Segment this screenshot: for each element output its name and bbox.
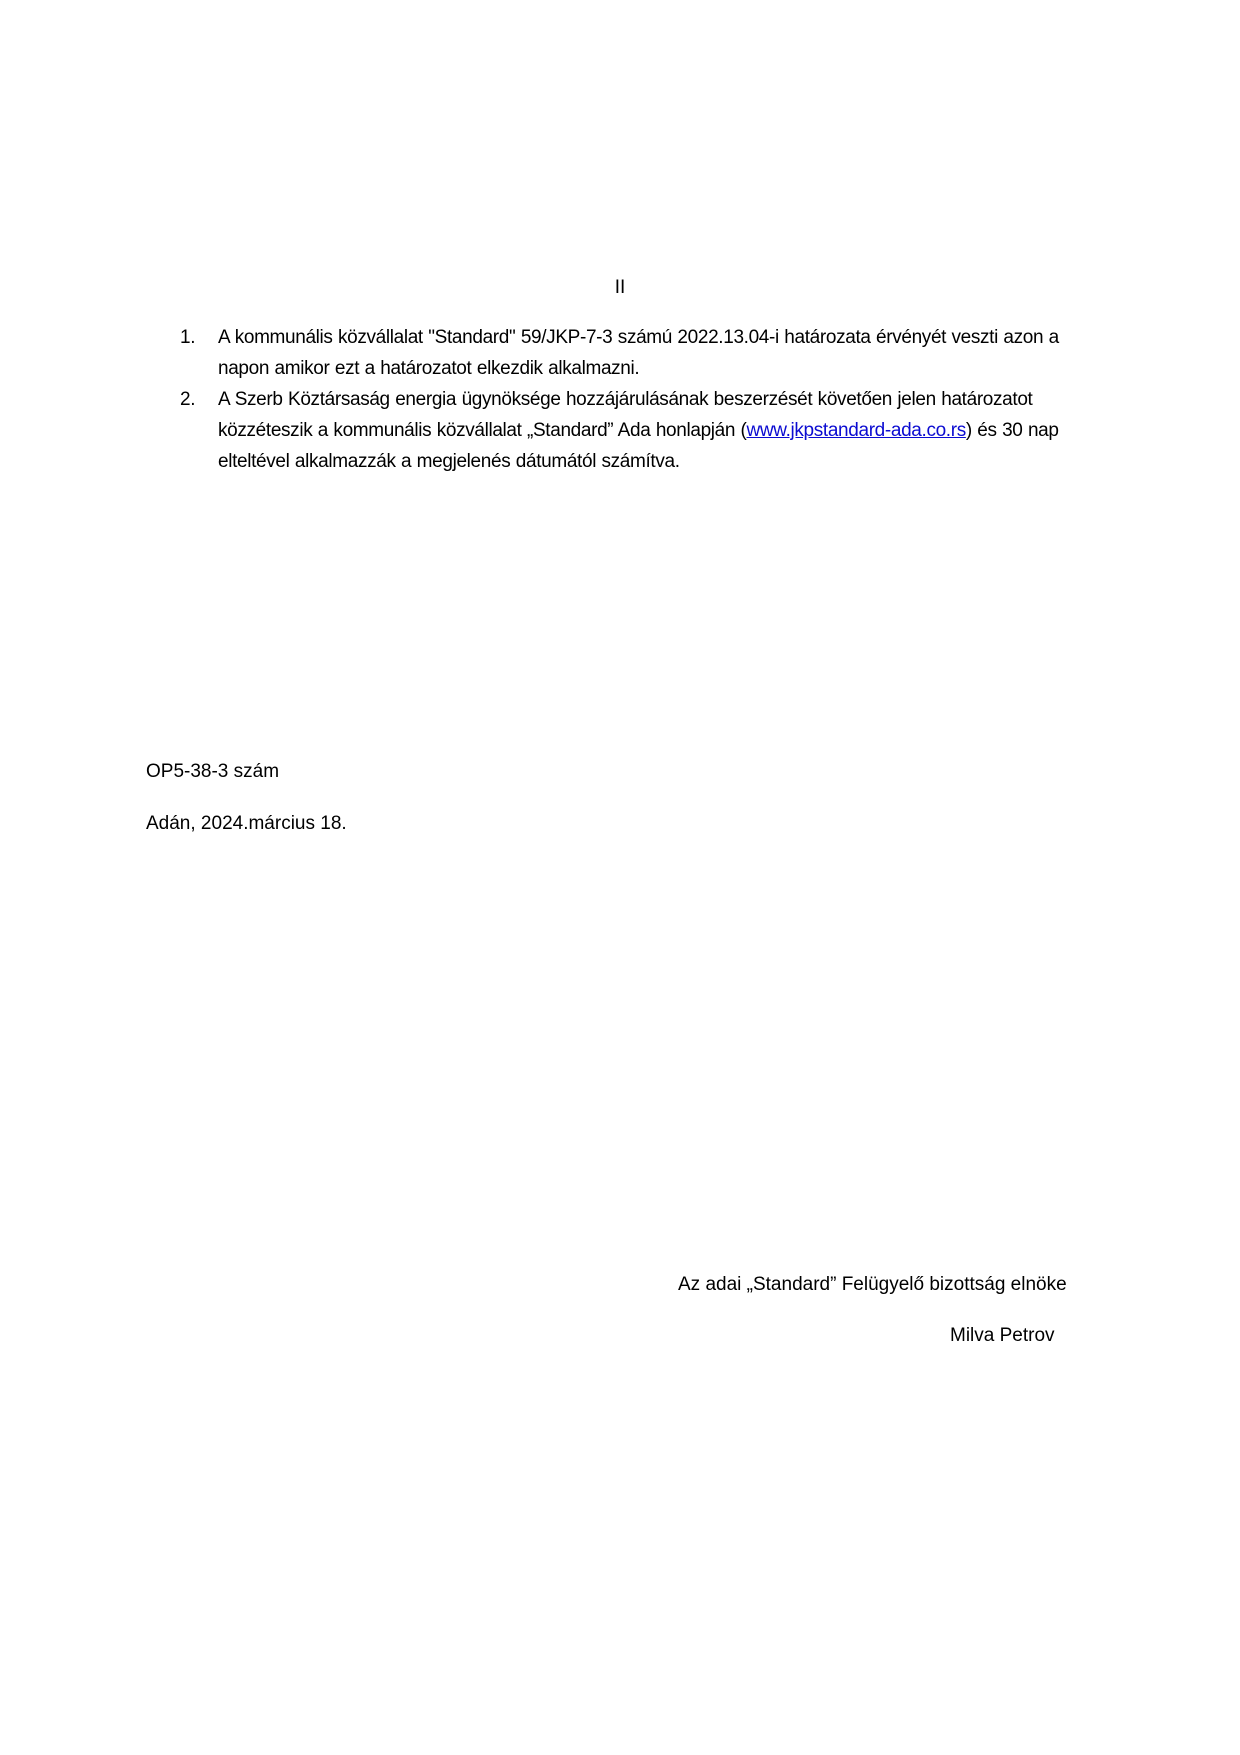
list-item-number: 1. [180, 327, 196, 348]
list-item-text-after-link: ) és 30 nap elteltével alkalmazzák a megjelenés dátumától számítva. [218, 420, 1059, 472]
reference-number: OP5-38-3 szám [146, 761, 280, 782]
signature-title: Az adai „Standard” Felügyelő bizottság elnöke [678, 1274, 1067, 1295]
list-item-text-before-link: A Szerb Köztársaság energia ügynöksége hozzájárulásának beszerzését követően jelen határozatot közzéteszik a kommunális közvállalat „Standard” Ada honlapján ( [218, 389, 1033, 441]
list-item-text: A kommunális közvállalat "Standard" 59/JKP-7-3 számú 2022.13.04-i határozata érvényét veszti azon a napon amikor ezt a határozatot elkezdik alkalmazni. [218, 327, 1059, 379]
website-link[interactable]: www.jkpstandard-ada.co.rs [746, 420, 966, 441]
list-item-1 [180, 322, 1100, 384]
decision-list [180, 322, 1100, 477]
list-item-2 [180, 384, 1100, 477]
section-heading: II [614, 277, 626, 298]
place-and-date: Adán, 2024.március 18. [146, 813, 347, 834]
list-item-number: 2. [180, 389, 196, 410]
signature-name: Milva Petrov [950, 1325, 1055, 1346]
